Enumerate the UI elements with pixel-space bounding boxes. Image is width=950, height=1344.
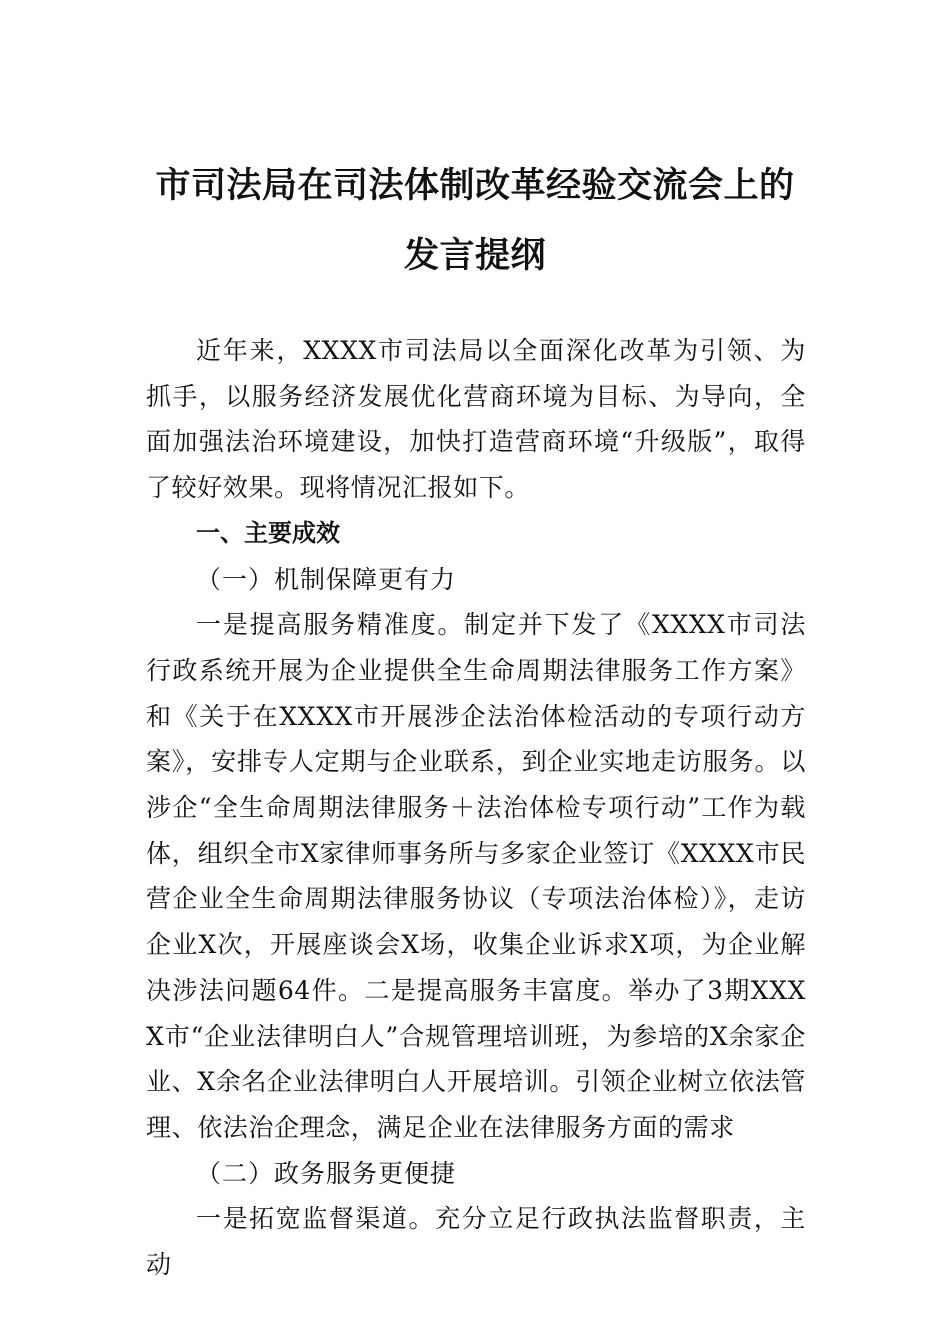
subsection-paragraph-government-services: 一是拓宽监督渠道。充分立足行政执法监督职责，主动 [146,1204,806,1280]
document-title-line-1: 市司法局在司法体制改革经验交流会上的 [155,165,795,206]
subsection-heading-government-services: （二）政务服务更便捷 [196,1158,457,1188]
subsection-heading-mechanism: （一）机制保障更有力 [196,564,457,594]
document-body [146,328,806,1288]
section-heading-main-results: 一、主要成效 [196,518,340,547]
document-title-line-2: 发言提纲 [403,235,546,276]
subsection-paragraph-mechanism: 一是提高服务精准度。制定并下发了《XXXX市司法行政系统开展为企业提供全生命周期法律服务工作方案》和《关于在XXXX市开展涉企法治体检活动的专项行动方案》，安排专人定期与企业联系，到企业实地走访服务。以涉企“全生命周期法律服务＋法治体检专项行动”工作为载体，组织全市X家律师事务所与多家企业签订《XXXX市民营企业全生命周期法律服务协议（专项法治体检）》，走访企业X次，开展座谈会X场，收集企业诉求X项，为企业解决涉法问题64件。二是提高服务丰富度。举办了3期XXXX市“企业法律明白人”合规管理培训班，为参培的X余家企业、X余名企业法律明白人开展培训。引领企业树立依法管理、依法治企理念，满足企业在法律服务方面的需求 [146,610,806,1142]
intro-paragraph: 近年来，XXXX市司法局以全面深化改革为引领、为抓手，以服务经济发展优化营商环境为目标、为导向，全面加强法治环境建设，加快打造营商环境“升级版”，取得了较好效果。现将情况汇报如下。 [146,336,806,503]
